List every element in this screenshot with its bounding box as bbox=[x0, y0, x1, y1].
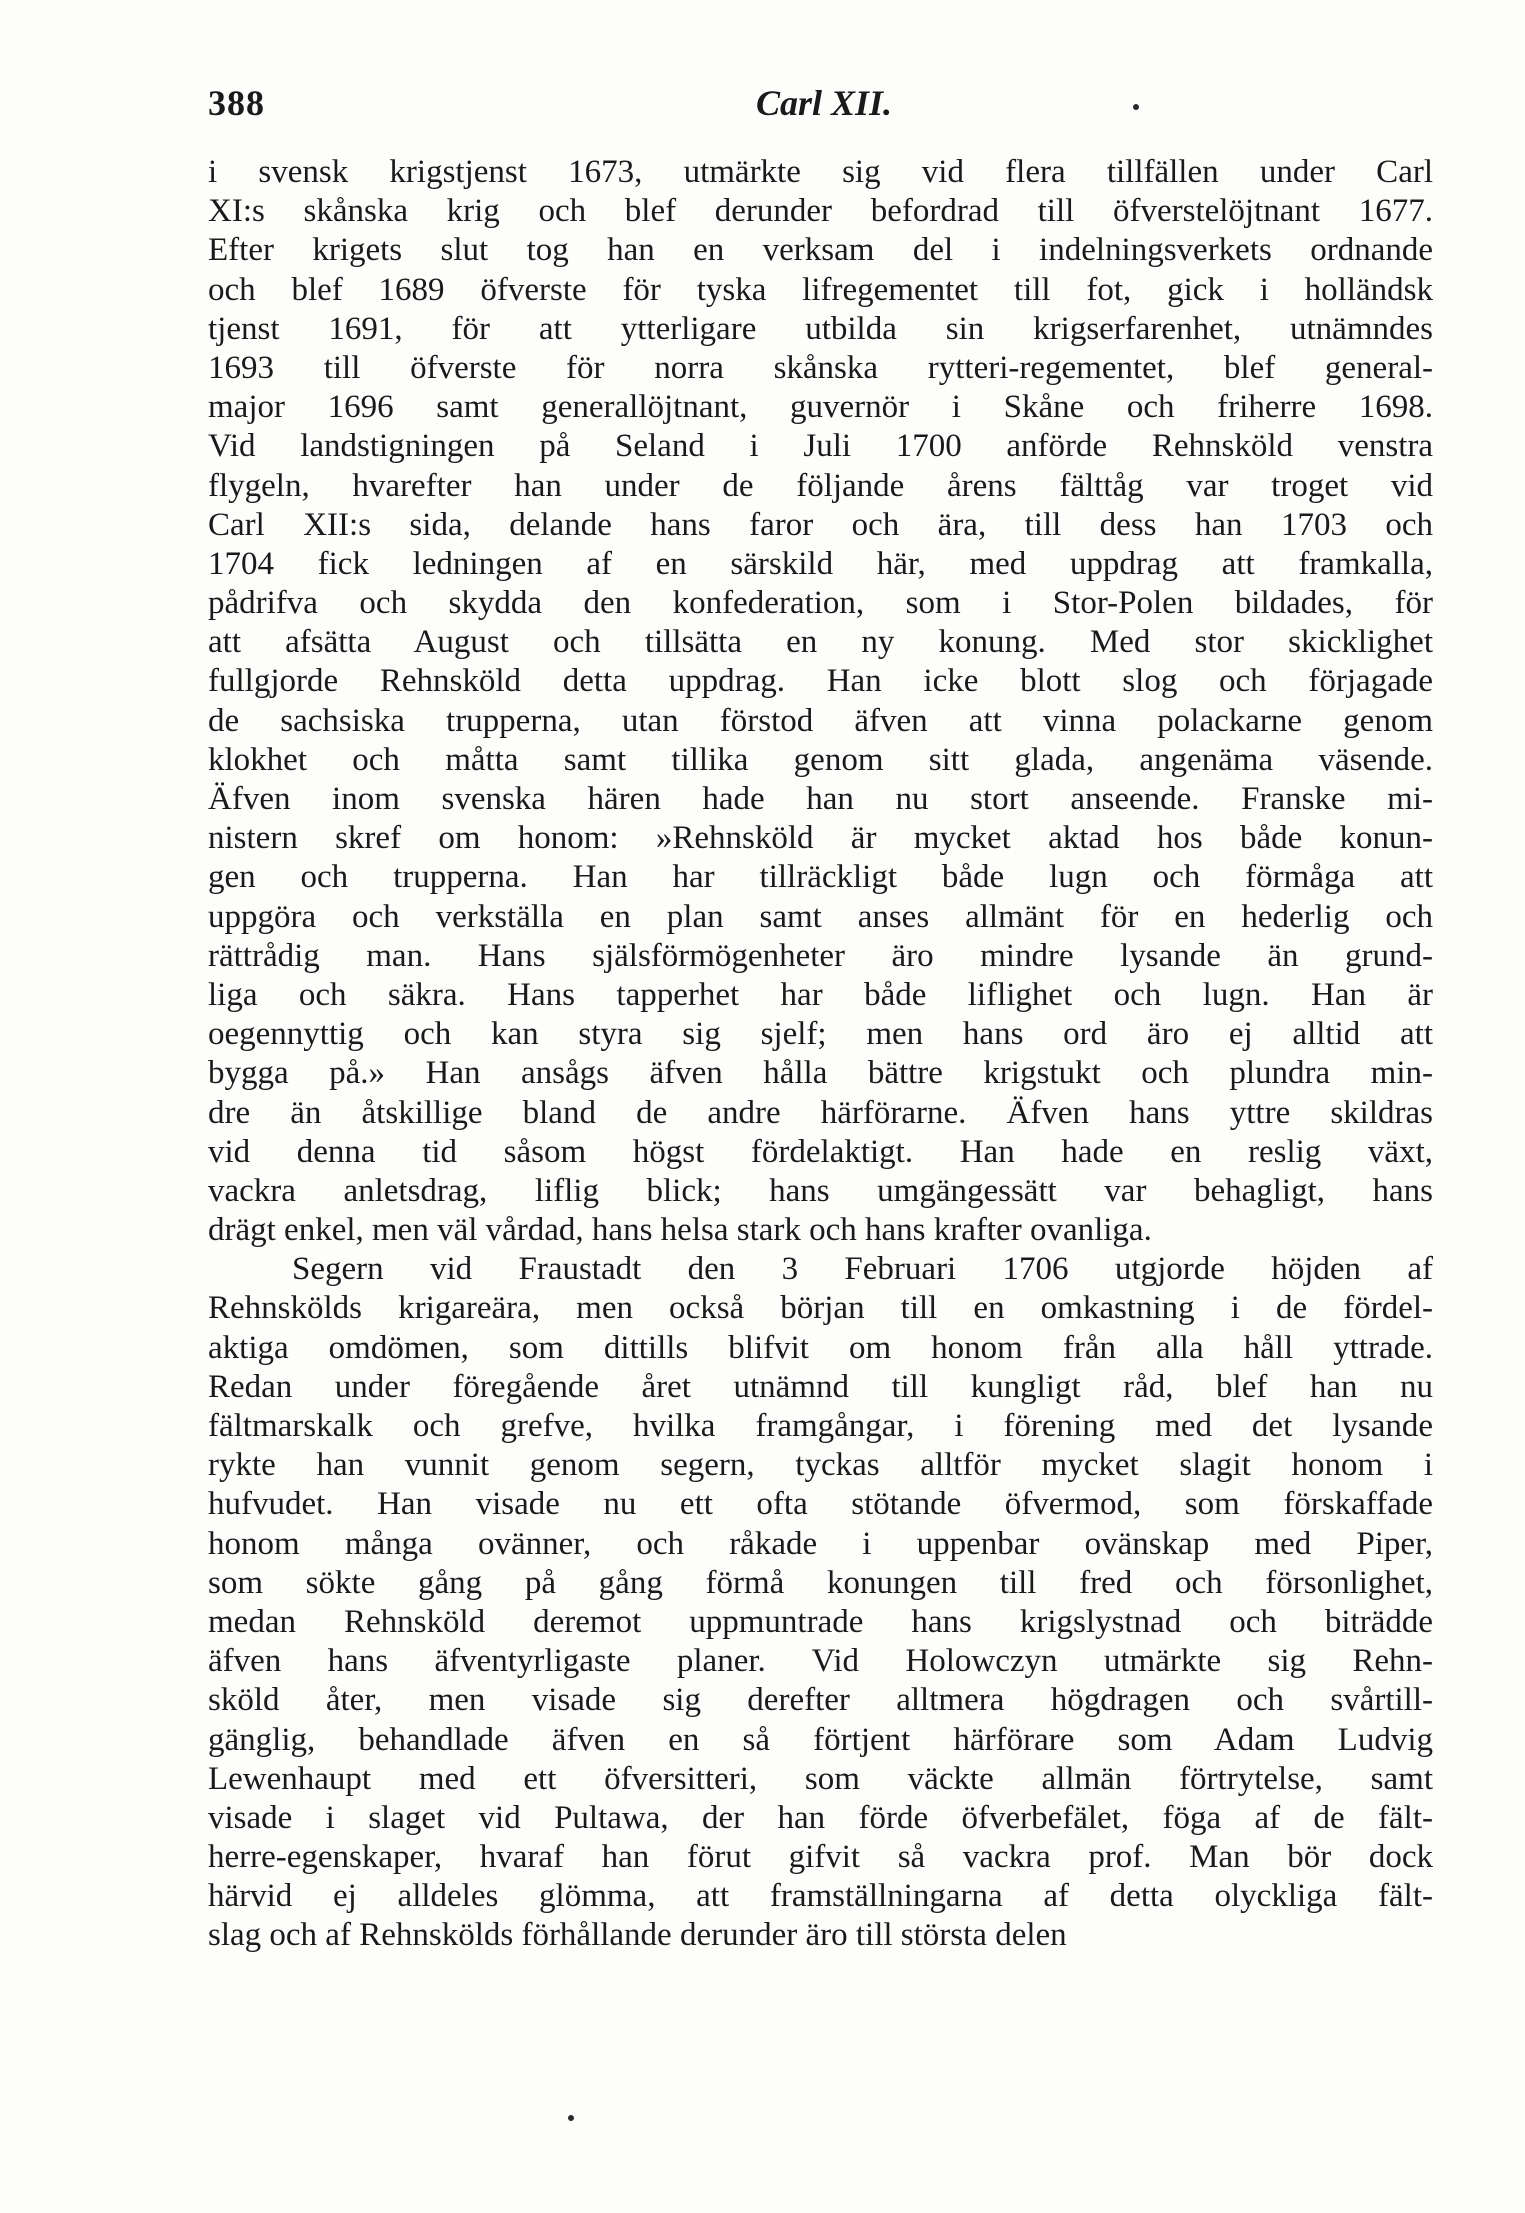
print-speck bbox=[1133, 104, 1139, 110]
text-line: Efter krigets slut tog han en verksam del i indelningsverkets ordnande bbox=[208, 232, 1433, 269]
text-line: hufvudet. Han visade nu ett ofta stötande öfvermod, som förskaffade bbox=[208, 1486, 1433, 1523]
text-line: aktiga omdömen, som dittills blifvit om honom från alla håll yttrade. bbox=[208, 1329, 1433, 1366]
paragraph-start-line: Segern vid Fraustadt den 3 Februari 1706 utgjorde höjden af bbox=[292, 1251, 1433, 1288]
text-line: Carl XII:s sida, delande hans faror och ära, till dess han 1703 och bbox=[208, 506, 1433, 543]
text-line: vackra anletsdrag, liflig blick; hans umgängessätt var behagligt, hans bbox=[208, 1172, 1433, 1209]
text-line: Vid landstigningen på Seland i Juli 1700 anförde Rehnsköld venstra bbox=[208, 428, 1433, 465]
text-line: Rehnskölds krigareära, men också början till en omkastning i de fördel- bbox=[208, 1290, 1433, 1327]
text-line: 1693 till öfverste för norra skånska rytteri-regementet, blef general- bbox=[208, 349, 1433, 386]
print-speck bbox=[568, 2115, 574, 2121]
text-line: nistern skref om honom: »Rehnsköld är mycket aktad hos både konun- bbox=[208, 820, 1433, 857]
text-line: rykte han vunnit genom segern, tyckas alltför mycket slagit honom i bbox=[208, 1447, 1433, 1484]
text-line: de sachsiska trupperna, utan förstod äfven att vinna polackarne genom bbox=[208, 702, 1433, 739]
page-end-line: slag och af Rehnskölds förhållande derunder äro till största delen bbox=[208, 1917, 1067, 1954]
text-line: gen och trupperna. Han har tillräckligt både lugn och förmåga att bbox=[208, 859, 1433, 896]
page-number: 388 bbox=[208, 83, 265, 123]
text-line: herre-egenskaper, hvaraf han förut gifvit så vackra prof. Man bör dock bbox=[208, 1839, 1433, 1876]
text-line: 1704 fick ledningen af en särskild här, med uppdrag att framkalla, bbox=[208, 545, 1433, 582]
text-line: härvid ej alldeles glömma, att framställningarna af detta olyckliga fält- bbox=[208, 1878, 1433, 1915]
text-line: i svensk krigstjenst 1673, utmärkte sig vid flera tillfällen under Carl bbox=[208, 154, 1433, 190]
text-line: gänglig, behandlade äfven en så förtjent härförare som Adam Ludvig bbox=[208, 1721, 1433, 1758]
text-line: tjenst 1691, för att ytterligare utbilda sin krigserfarenhet, utnämndes bbox=[208, 310, 1433, 347]
text-line: sköld åter, men visade sig derefter alltmera högdragen och svårtill- bbox=[208, 1682, 1433, 1719]
text-line: Lewenhaupt med ett öfversitteri, som väckte allmän förtrytelse, samt bbox=[208, 1760, 1433, 1797]
text-line: och blef 1689 öfverste för tyska lifregementet till fot, gick i holländsk bbox=[208, 271, 1433, 308]
running-head bbox=[208, 78, 1433, 128]
text-line: flygeln, hvarefter han under de följande årens fälttåg var troget vid bbox=[208, 467, 1433, 504]
paragraph-end-line: drägt enkel, men väl vårdad, hans helsa stark och hans krafter ovanliga. bbox=[208, 1212, 1152, 1249]
text-line: som sökte gång på gång förmå konungen till fred och försonlighet, bbox=[208, 1564, 1433, 1601]
text-line: honom många ovänner, och råkade i uppenbar ovänskap med Piper, bbox=[208, 1525, 1433, 1562]
text-line: dre än åtskillige bland de andre härförarne. Äfven hans yttre skildras bbox=[208, 1094, 1433, 1131]
text-line: Redan under föregående året utnämnd till kungligt råd, blef han nu bbox=[208, 1368, 1433, 1405]
text-line: major 1696 samt generallöjtnant, guvernör i Skåne och friherre 1698. bbox=[208, 389, 1433, 426]
text-line: bygga på.» Han ansågs äfven hålla bättre krigstukt och plundra min- bbox=[208, 1055, 1433, 1092]
text-line: fältmarskalk och grefve, hvilka framgångar, i förening med det lysande bbox=[208, 1408, 1433, 1444]
text-line: medan Rehnsköld deremot uppmuntrade hans krigslystnad och biträdde bbox=[208, 1603, 1433, 1640]
text-line: oegennyttig och kan styra sig sjelf; men hans ord äro ej alltid att bbox=[208, 1016, 1433, 1053]
text-line: fullgjorde Rehnsköld detta uppdrag. Han icke blott slog och förjagade bbox=[208, 663, 1433, 700]
body-text bbox=[208, 153, 1433, 1956]
text-line: uppgöra och verkställa en plan samt anses allmänt för en hederlig och bbox=[208, 898, 1433, 935]
text-line: visade i slaget vid Pultawa, der han förde öfverbefälet, föga af de fält- bbox=[208, 1799, 1433, 1836]
text-line: klokhet och måtta samt tillika genom sitt glada, angenäma väsende. bbox=[208, 741, 1433, 778]
text-line: pådrifva och skydda den konfederation, som i Stor-Polen bildades, för bbox=[208, 585, 1433, 622]
text-line: vid denna tid såsom högst fördelaktigt. Han hade en reslig växt, bbox=[208, 1133, 1433, 1170]
text-line: äfven hans äfventyrligaste planer. Vid Holowczyn utmärkte sig Rehn- bbox=[208, 1643, 1433, 1680]
text-line: att afsätta August och tillsätta en ny konung. Med stor skicklighet bbox=[208, 624, 1433, 661]
running-title: Carl XII. bbox=[756, 83, 893, 123]
text-line: liga och säkra. Hans tapperhet har både liflighet och lugn. Han är bbox=[208, 976, 1433, 1013]
text-line: XI:s skånska krig och blef derunder befordrad till öfverstelöjtnant 1677. bbox=[208, 193, 1433, 230]
text-line: Äfven inom svenska hären hade han nu stort anseende. Franske mi- bbox=[208, 781, 1433, 817]
text-line: rättrådig man. Hans själsförmögenheter äro mindre lysande än grund- bbox=[208, 937, 1433, 974]
